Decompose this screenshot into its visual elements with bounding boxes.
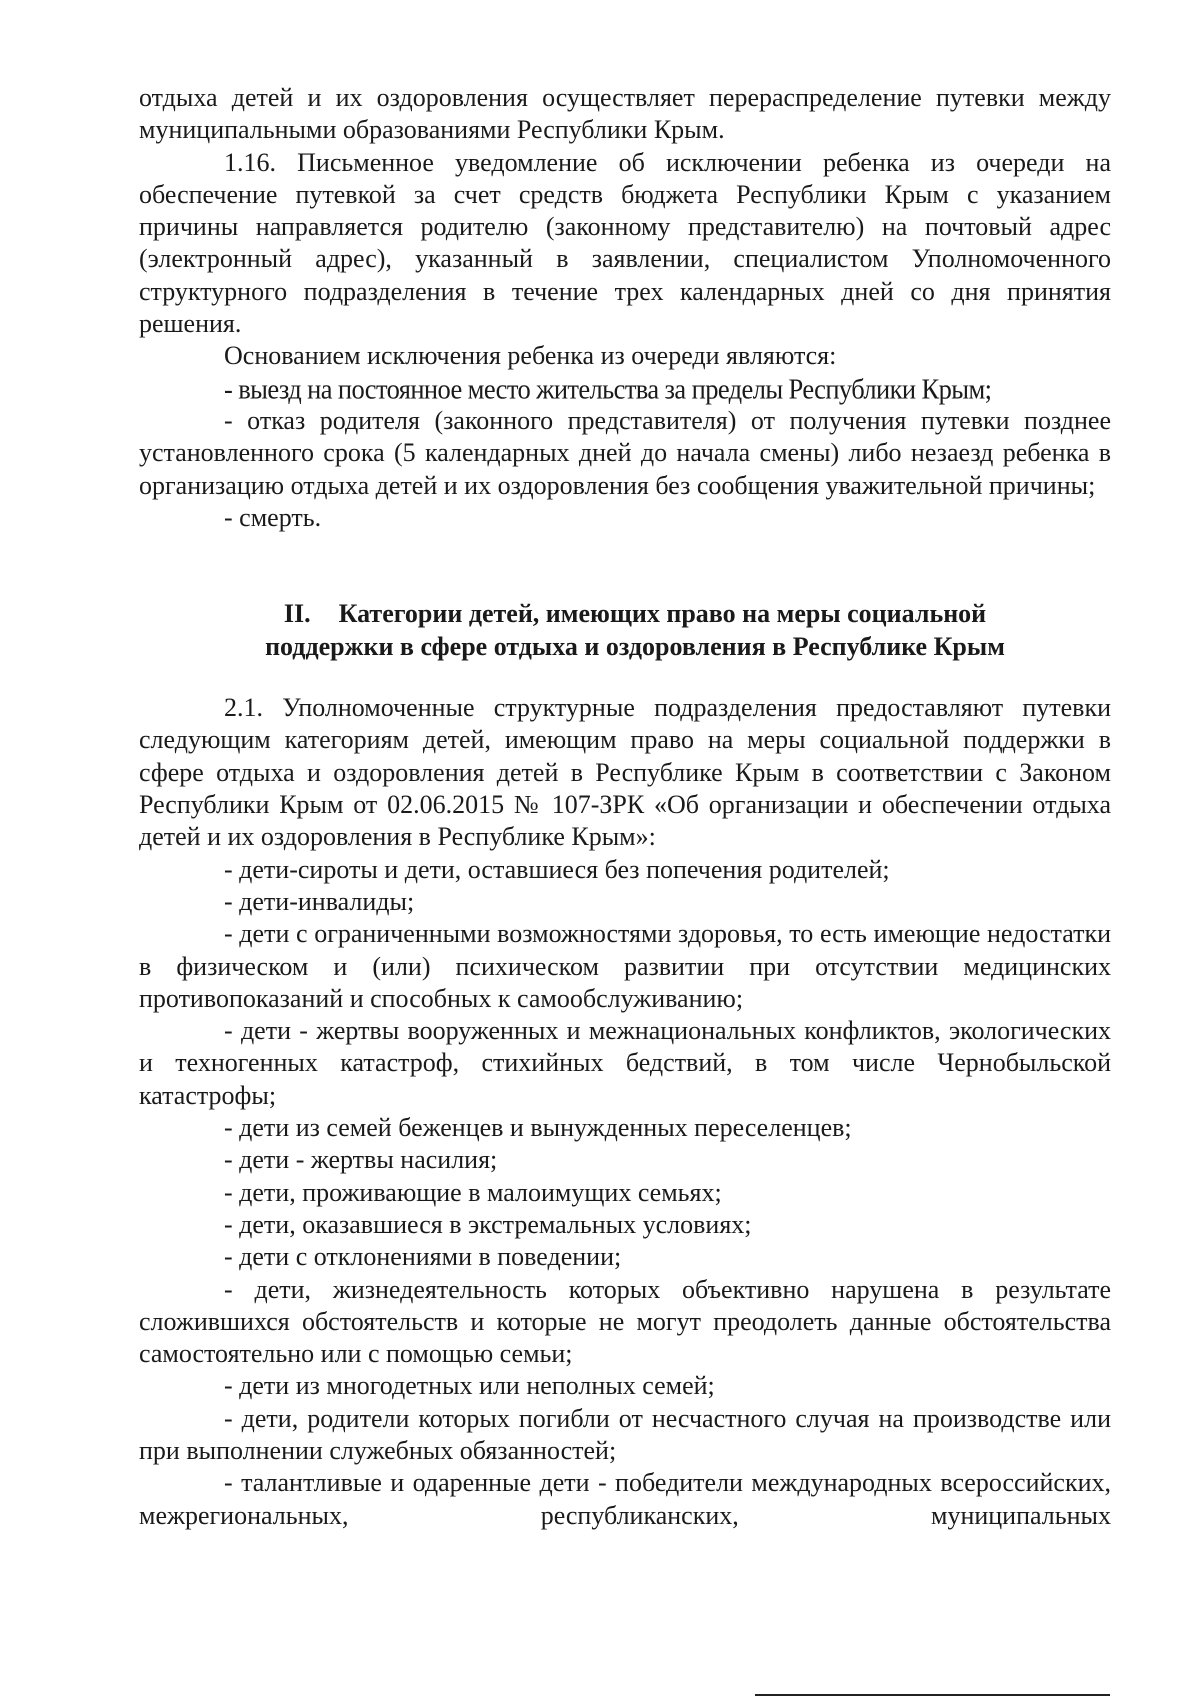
section-heading-line-1: [159, 598, 1111, 631]
list-item-behavior-deviations: - дети с отклонениями в поведении;: [224, 1242, 622, 1272]
paragraph-exclusion-grounds: Основанием исключения ребенка из очереди являются:: [224, 341, 837, 371]
list-item-violence-victims: - дети - жертвы насилия;: [224, 1145, 498, 1175]
list-item-orphans: - дети-сироты и дети, оставшиеся без попечения родителей;: [224, 854, 890, 884]
list-item-low-income: - дети, проживающие в малоимущих семьях;: [224, 1177, 722, 1207]
list-item-limited-health: - дети с ограниченными возможностями здоровья, то есть имеющие недостатки в физическом и (или) психическом развитии при отсутствии медицинских противопоказаний и способных к самообслуживанию;: [139, 919, 1111, 1013]
paragraph-2-1: 2.1. Уполномоченные структурные подразделения предоставляют путевки следующим категориям детей, имеющим право на меры социальной поддержки в сфере отдыха и оздоровления детей в Республике Крым в соответствии с Законом Республики Крым от 02.06.2015 № 107-ЗРК «Об организации и обеспечении отдыха детей и их оздоровления в Республике Крым»:: [139, 693, 1111, 852]
list-item-parents-killed: - дети, родители которых погибли от несчастного случая на производстве или при выполнении служебных обязанностей;: [139, 1403, 1111, 1465]
section-heading: [139, 598, 1111, 663]
list-item-refugees: - дети из семей беженцев и вынужденных переселенцев;: [224, 1113, 852, 1143]
list-item-conflict-victims: - дети - жертвы вооруженных и межнациональных конфликтов, экологических и техногенных катастроф, стихийных бедствий, в том числе Чернобыльской катастрофы;: [139, 1016, 1111, 1110]
list-item-relocation: - выезд на постоянное место жительства за пределы Республики Крым;: [224, 372, 992, 405]
paragraph-1-16: 1.16. Письменное уведомление об исключении ребенка из очереди на обеспечение путевкой за счет средств бюджета Республики Крым с указанием причины направляется родителю (законному представителю) на почтовый адрес (электронный адрес), указанный в заявлении, специалистом Уполномоченного структурного подразделения в течение трех календарных дней со дня принятия решения.: [139, 147, 1111, 339]
list-item-death: - смерть.: [224, 502, 322, 532]
list-item-disrupted-life: - дети, жизнедеятельность которых объективно нарушена в результате сложившихся обстоятельств и которые не могут преодолеть данные обстоятельства самостоятельно или с помощью семьи;: [139, 1274, 1111, 1369]
section-heading-line-2: поддержки в сфере отдыха и оздоровления в Республике Крым: [265, 631, 1005, 661]
section-number: II.: [283, 599, 311, 629]
section-title-part-1: Категории детей, имеющих право на меры социальной: [338, 599, 987, 629]
paragraph-redistribution-continued: отдыха детей и их оздоровления осуществляет перераспределение путевки между муниципальными образованиями Республики Крым.: [139, 83, 1111, 145]
list-item-refusal: - отказ родителя (законного представителя) от получения путевки позднее установленного срока (5 календарных дней до начала смены) либо незаезд ребенка в организацию отдыха детей и их оздоровления без сообщения уважительной причины;: [139, 405, 1111, 500]
document-body: [139, 82, 1111, 1532]
list-item-extreme-conditions: - дети, оказавшиеся в экстремальных условиях;: [224, 1209, 752, 1239]
list-item-large-families: - дети из многодетных или неполных семей;: [224, 1371, 715, 1401]
footer-rule: [755, 1694, 1110, 1696]
list-item-disabled: - дети-инвалиды;: [224, 886, 415, 916]
list-item-gifted-children: - талантливые и одаренные дети - победители международных всероссийских, межрегиональных, республиканских, муниципальных: [139, 1468, 1111, 1530]
